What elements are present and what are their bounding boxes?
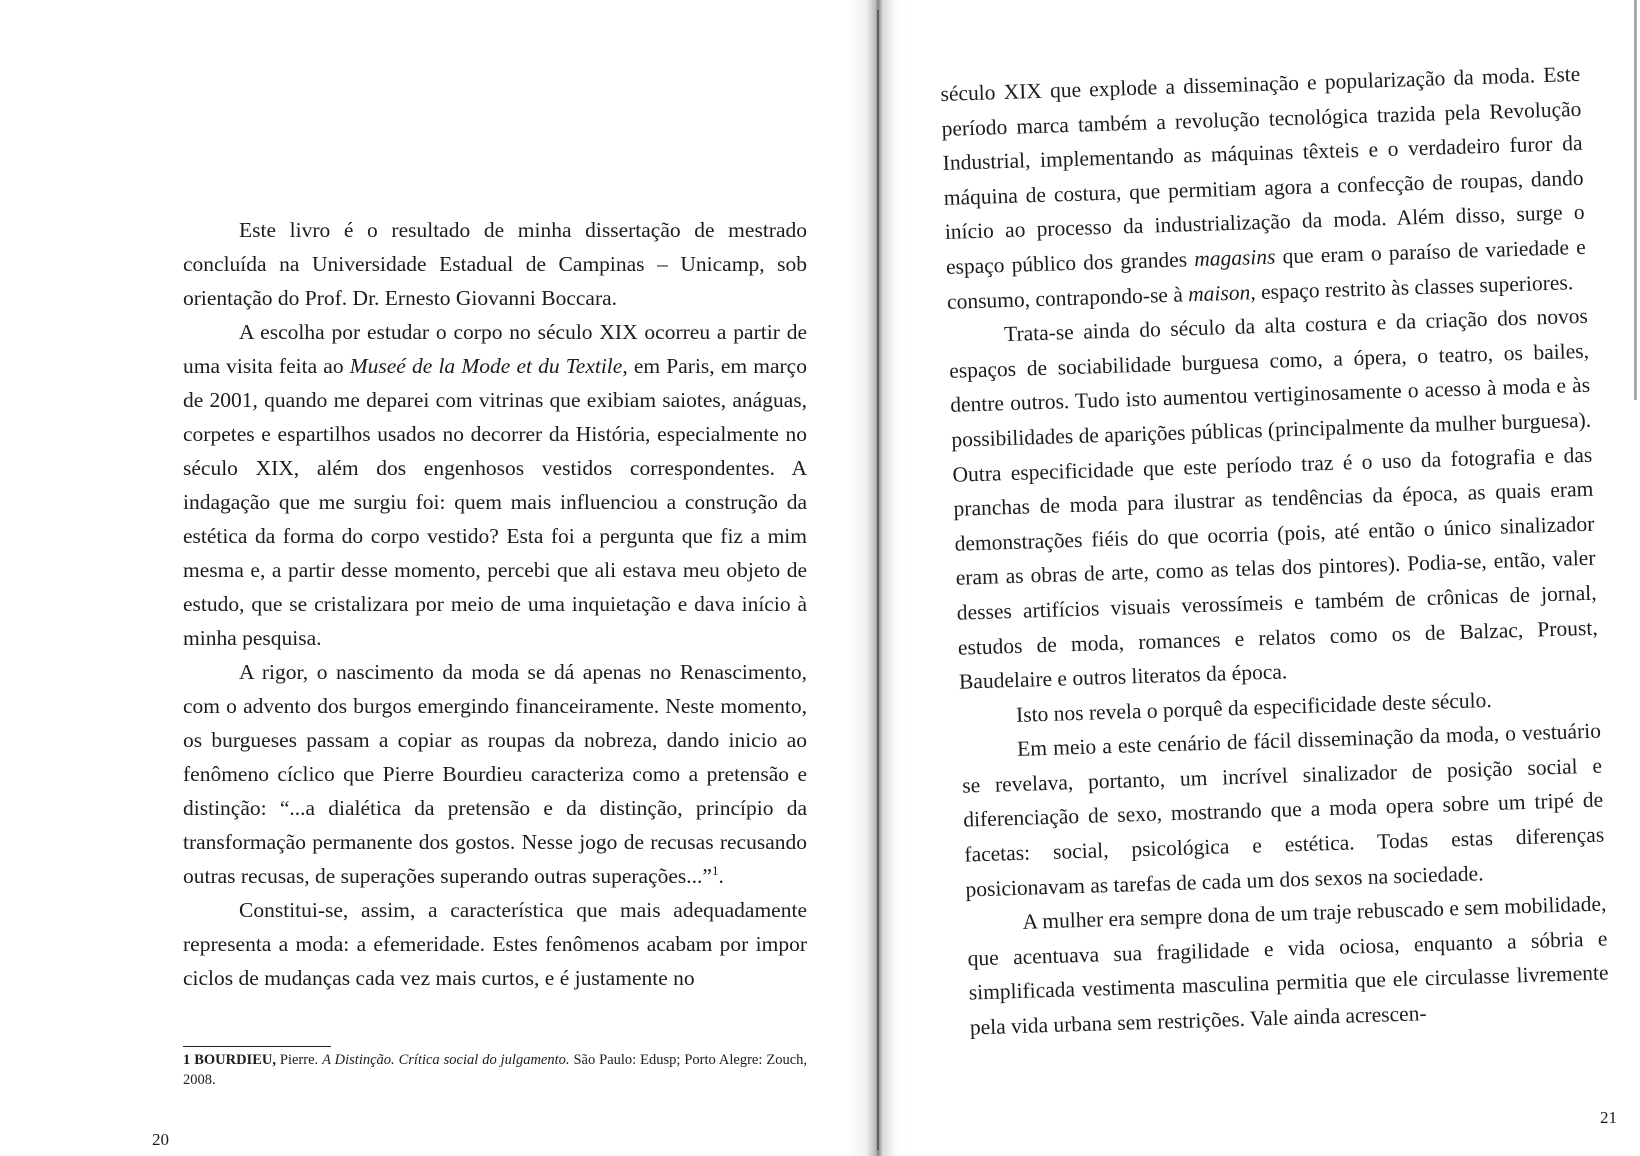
text-run: século XIX que explode a disseminação e popularização da moda. Este período marca também a revolução tecnológica trazida pela Revolução Industrial, implementando as máquinas têxteis e o verdadeiro furor da máquina de costura, que permitiam agora a confecção de roupas, dando início ao processo da industrialização da moda. Além disso, surge o espaço público dos grandes (940, 61, 1585, 279)
paragraph-ephemerality: Constitui-se, assim, a característica que mais adequadamente representa a moda: a efemeridade. Estes fenômenos acabam por impor ciclos de mudanças cada vez mais curtos, e é justamente no (183, 898, 807, 990)
page-number-left: 20 (152, 1130, 169, 1149)
museum-name: Museé de la Mode et du Textile (349, 354, 623, 378)
magasins-term: magasins (1193, 244, 1276, 272)
paragraph-intro: Este livro é o resultado de minha dissertação de mestrado concluída na Universidade Estadual de Campinas – Unicamp, sob orientação do Prof. Dr. Ernesto Giovanni Boccara. (183, 218, 807, 310)
footnote-divider (183, 1046, 331, 1047)
text-run: A rigor, o nascimento da moda se dá apenas no Renascimento, com o advento dos burgos emergindo financeiramente. Neste momento, os burgueses passam a copiar as roupas da nobreza, dando inicio ao fenômeno cíclico que Pierre Bourdieu caracteriza como a pretensão e distinção: “...a dialética da pretensão e da distinção, princípio da transformação permanente dos gostos. Nesse jogo de recusas recusando outras recusas, de superações superando outras superações...” (183, 660, 807, 888)
footnote-title: A Distinção. Crítica social do julgamento. (322, 1052, 570, 1068)
paragraph-industrial-revolution (940, 57, 1587, 319)
page-number-right: 21 (1600, 1108, 1617, 1127)
footnote-publication: São Paulo: Edusp; Porto Alegre: Zouch, 2008. (183, 1052, 808, 1088)
text-run: A escolha por estudar o corpo no século XIX ocorreu a partir de uma visita feita ao (183, 320, 807, 378)
paragraph-clothing-signifier: Em meio a este cenário de fácil disseminação da moda, o vestuário se revelava, portanto, um incrível sinalizador de posição social e diferenciação de sexo, mostrando que a moda opera sobre um tripé de facetas: social, psicológica e estética. Todas estas diferenças posicionavam as tarefas de cada um dos sexos na sociedade. (961, 718, 1605, 902)
footnote-ref: 1 (711, 862, 719, 878)
footnote-author: 1 BOURDIEU, (183, 1052, 276, 1068)
maison-term: maison, (1187, 279, 1256, 306)
paragraph-woman-attire: A mulher era sempre dona de um traje rebuscado e sem mobilidade, que acentuava sua fragilidade e vida ociosa, enquanto a sóbria e simplificada vestimenta masculina permitia que ele circulasse livremente pela vida urbana sem restrições. Vale ainda acrescen- (967, 891, 1609, 1040)
footnote-author-first: Pierre. (275, 1052, 323, 1068)
text-run: espaço restrito às classes superiores. (1255, 269, 1574, 304)
paragraph-haute-couture: Trata-se ainda do século da alta costura e da criação dos novos espaços de sociabilidade burguesa como, a ópera, o teatro, os bailes, dentre outros. Tudo isto aumentou vertiginosamente o acesso à moda e às possibilidades de aparições públicas (principalmente da mulher burguesa). Outra especificidade que este período traz é o uso da fotografia e das pranchas de moda para ilustrar as tendências da época, as quais eram demonstrações fiéis do que ocorria (pois, até então o único sinalizador eram as obras de arte, como as telas dos pintores). Podia-se, então, valer desses artifícios visuais verossímeis e também de crônicas de jornal, estudos de moda, romances e relatos como os de Balzac, Proust, Baudelaire e outros literatos da época. (948, 303, 1598, 694)
paragraph-renaissance (183, 655, 807, 893)
text-run: , em Paris, em março de 2001, quando me deparei com vitrinas que exibiam saiotes, anáguas, corpetes e espartilhos usados no decorrer da História, especialmente no século XIX, além dos engenhosos vestidos correspondentes. A indagação que me surgiu foi: quem mais influenciou a construção da estética da forma do corpo vestido? Esta foi a pergunta que fiz a mim mesma e, a partir desse momento, percebi que ali estava meu objeto de estudo, que se cristalizara por meio de uma inquietação e dava início à minha pesquisa. (183, 354, 807, 650)
paragraph-specificity: Isto nos revela o porquê da especificidade deste século. (1015, 687, 1493, 727)
left-page-body (183, 213, 807, 995)
footnote (183, 1050, 807, 1090)
paragraph-museum-visit (183, 315, 807, 655)
text-run: . (718, 864, 724, 888)
text-run: que eram o paraíso de variedade e consumo, contrapondo-se à (946, 234, 1587, 314)
right-page-body (940, 57, 1610, 1045)
